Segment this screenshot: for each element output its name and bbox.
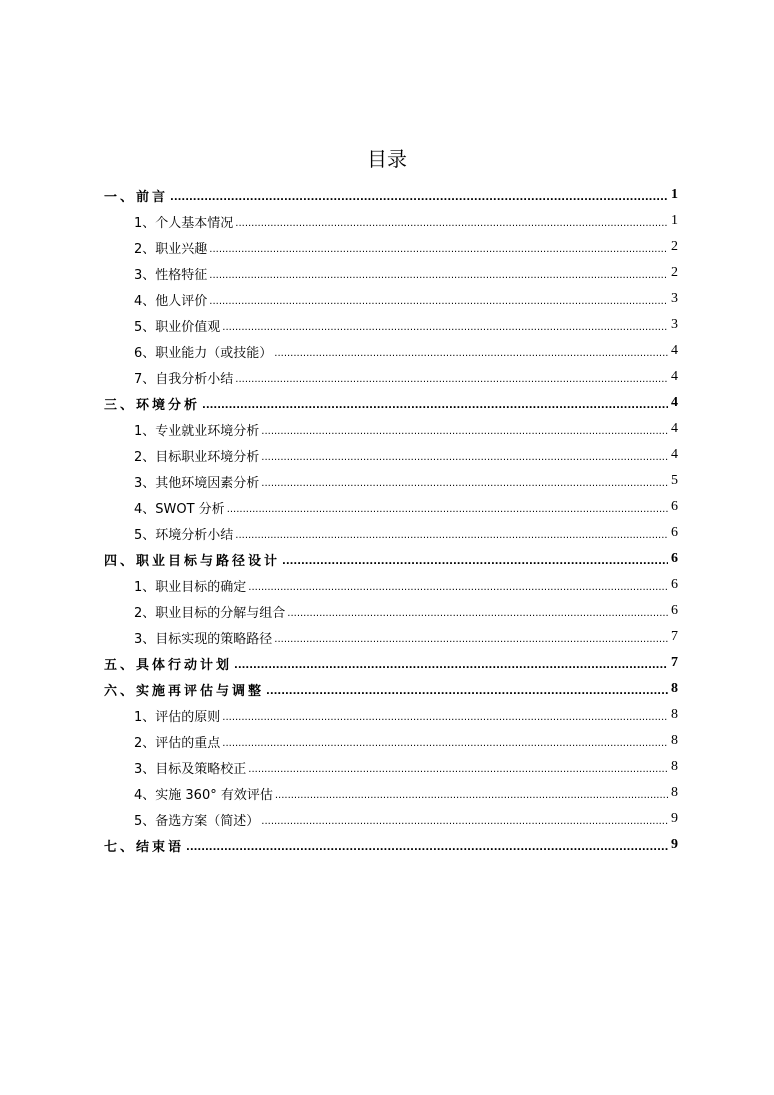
toc-entry[interactable]: [104, 390, 678, 416]
dot-leader: [261, 816, 668, 827]
toc-entry-page: 6: [671, 577, 678, 592]
toc-entry[interactable]: [134, 286, 678, 312]
toc-entry-label: 一、前言: [104, 189, 169, 205]
toc-entry-page: 8: [671, 785, 678, 800]
toc-entry-page: 8: [671, 681, 678, 696]
dot-leader: [227, 504, 668, 515]
toc-entry-page: 4: [671, 447, 678, 462]
toc-entry[interactable]: [134, 728, 678, 754]
toc-entry[interactable]: [134, 468, 678, 494]
dot-leader: [170, 192, 668, 203]
toc-entry-page: 7: [671, 655, 678, 670]
toc-entry-page: 9: [671, 837, 678, 852]
toc-entry-page: 8: [671, 733, 678, 748]
toc-entry[interactable]: [134, 338, 678, 364]
toc-entry[interactable]: [134, 442, 678, 468]
dot-leader: [261, 452, 668, 463]
toc-entry[interactable]: [134, 572, 678, 598]
dot-leader: [274, 634, 668, 645]
toc-entry-page: 2: [671, 265, 678, 280]
toc-entry[interactable]: [134, 520, 678, 546]
toc-entry-page: 2: [671, 239, 678, 254]
toc-entry-page: 6: [671, 525, 678, 540]
toc-entry-page: 8: [671, 759, 678, 774]
toc-entry-label: 六、实施再评估与调整: [104, 683, 265, 699]
toc-entry-label: 5、职业价值观: [134, 319, 221, 335]
toc-entry-label: 5、环境分析小结: [134, 527, 234, 543]
toc-entry-label: 3、目标实现的策略路径: [134, 631, 273, 647]
toc-entry-label: 4、实施 360° 有效评估: [134, 787, 273, 803]
toc-entry-label: 5、备选方案（简述）: [134, 813, 260, 829]
toc-entry[interactable]: [134, 234, 678, 260]
toc-entry-label: 三、环境分析: [104, 397, 201, 413]
dot-leader: [248, 764, 668, 775]
toc-entry-label: 1、职业目标的确定: [134, 579, 247, 595]
toc-title: 目录: [367, 147, 407, 171]
toc-entry-page: 6: [671, 603, 678, 618]
dot-leader: [248, 582, 668, 593]
dot-leader: [266, 686, 668, 697]
toc-entry[interactable]: [134, 624, 678, 650]
dot-leader: [222, 738, 668, 749]
toc-entry[interactable]: [134, 208, 678, 234]
toc-entry-label: 4、SWOT 分析: [134, 501, 225, 517]
dot-leader: [274, 348, 668, 359]
toc-entry[interactable]: [134, 494, 678, 520]
toc-entry-page: 4: [671, 369, 678, 384]
toc-entry-page: 3: [671, 317, 678, 332]
toc-entry-page: 9: [671, 811, 678, 826]
toc-entry-label: 2、评估的重点: [134, 735, 221, 751]
toc-entry-label: 3、性格特征: [134, 267, 208, 283]
toc-entry-label: 1、个人基本情况: [134, 215, 234, 231]
toc-entry-label: 1、评估的原则: [134, 709, 221, 725]
dot-leader: [235, 218, 668, 229]
dot-leader: [202, 400, 668, 411]
toc-entry[interactable]: [104, 546, 678, 572]
toc-entry-page: 7: [671, 629, 678, 644]
toc-entry-page: 5: [671, 473, 678, 488]
toc-entry[interactable]: [104, 832, 678, 858]
toc-entry[interactable]: [134, 312, 678, 338]
dot-leader: [234, 660, 668, 671]
toc-entry[interactable]: [134, 754, 678, 780]
dot-leader: [186, 842, 668, 853]
toc-entry[interactable]: [104, 182, 678, 208]
toc-entry-label: 6、职业能力（或技能）: [134, 345, 273, 361]
dot-leader: [261, 426, 668, 437]
toc-entry[interactable]: [134, 806, 678, 832]
toc-entry-page: 3: [671, 291, 678, 306]
toc-entry-label: 五、具体行动计划: [104, 657, 233, 673]
toc-entry-page: 6: [671, 499, 678, 514]
toc-entry-label: 七、结束语: [104, 839, 185, 855]
toc-entry-label: 2、目标职业环境分析: [134, 449, 260, 465]
dot-leader: [209, 296, 668, 307]
toc-entry-page: 4: [671, 343, 678, 358]
dot-leader: [235, 530, 668, 541]
toc-entry-page: 1: [671, 187, 678, 202]
toc-entry[interactable]: [134, 702, 678, 728]
toc-entry-label: 3、其他环境因素分析: [134, 475, 260, 491]
toc-entry-label: 四、职业目标与路径设计: [104, 553, 281, 569]
toc-entry-label: 4、他人评价: [134, 293, 208, 309]
toc-entry-page: 4: [671, 395, 678, 410]
dot-leader: [282, 556, 668, 567]
dot-leader: [209, 270, 668, 281]
toc-entry-label: 1、专业就业环境分析: [134, 423, 260, 439]
toc-entry-label: 3、目标及策略校正: [134, 761, 247, 777]
toc-entry-page: 1: [671, 213, 678, 228]
toc-entry[interactable]: [104, 650, 678, 676]
toc-entry-label: 7、自我分析小结: [134, 371, 234, 387]
toc-entry-page: 8: [671, 707, 678, 722]
toc-entry-page: 4: [671, 421, 678, 436]
dot-leader: [275, 790, 668, 801]
toc-entry[interactable]: [134, 364, 678, 390]
dot-leader: [222, 712, 668, 723]
dot-leader: [287, 608, 668, 619]
toc-entry[interactable]: [134, 780, 678, 806]
toc-entry[interactable]: [134, 416, 678, 442]
toc-entry[interactable]: [134, 260, 678, 286]
dot-leader: [222, 322, 668, 333]
toc-entry-page: 6: [671, 551, 678, 566]
dot-leader: [261, 478, 668, 489]
toc-entry-label: 2、职业兴趣: [134, 241, 208, 257]
toc-entry[interactable]: [134, 598, 678, 624]
dot-leader: [209, 244, 668, 255]
dot-leader: [235, 374, 668, 385]
toc-entry[interactable]: [104, 676, 678, 702]
toc-entry-label: 2、职业目标的分解与组合: [134, 605, 286, 621]
